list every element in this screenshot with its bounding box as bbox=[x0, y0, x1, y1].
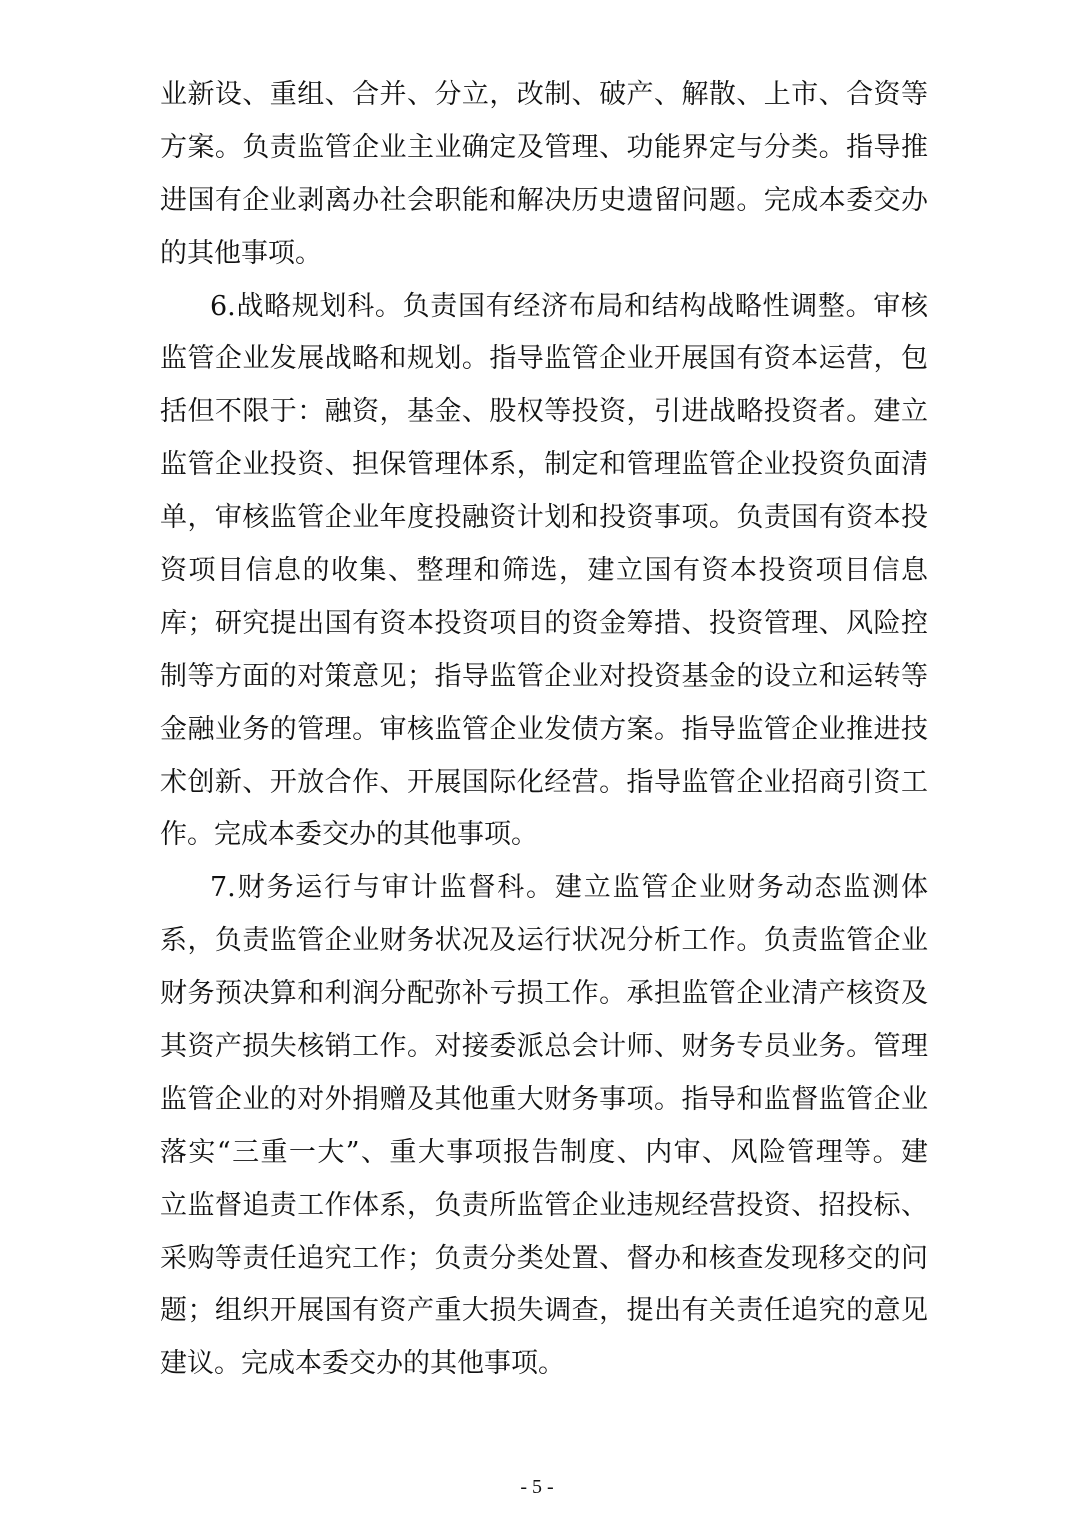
text-line: 监管企业发展战略和规划。指导监管企业开展国有资本运营，包 bbox=[160, 343, 928, 375]
text-line: 进国有企业剥离办社会职能和解决历史遗留问题。完成本委交办 bbox=[160, 184, 928, 216]
text-line: 题；组织开展国有资产重大损失调查，提出有关责任追究的意见 bbox=[160, 1295, 928, 1327]
text-line: 金融业务的管理。审核监管企业发债方案。指导监管企业推进技 bbox=[160, 713, 928, 745]
text-line: 落实“三重一大”、重大事项报告制度、内审、风险管理等。建 bbox=[160, 1136, 928, 1168]
paragraph bbox=[160, 286, 928, 868]
text-line: 制等方面的对策意见；指导监管企业对投资基金的设立和运转等 bbox=[160, 660, 928, 692]
text-line: 6.战略规划科。负责国有经济布局和结构战略性调整。审核 bbox=[210, 290, 928, 322]
text-line: 业新设、重组、合并、分立，改制、破产、解散、上市、合资等 bbox=[160, 79, 928, 110]
document-body bbox=[160, 74, 928, 1396]
text-line: 系，负责监管企业财务状况及运行状况分析工作。负责监管企业 bbox=[160, 925, 928, 957]
text-line: 7.财务运行与审计监督科。建立监管企业财务动态监测体 bbox=[210, 872, 928, 904]
text-line: 术创新、开放合作、开展国际化经营。指导监管企业招商引资工 bbox=[160, 766, 928, 798]
text-line: 建议。完成本委交办的其他事项。 bbox=[160, 1348, 565, 1380]
text-line: 监管企业的对外捐赠及其他重大财务事项。指导和监督监管企业 bbox=[160, 1083, 928, 1115]
text-line: 括但不限于：融资，基金、股权等投资，引进战略投资者。建立 bbox=[160, 396, 928, 428]
paragraph bbox=[160, 867, 928, 1396]
page-number: - 5 - bbox=[520, 1476, 554, 1498]
text-line: 方案。负责监管企业主业确定及管理、功能界定与分类。指导推 bbox=[160, 131, 928, 163]
text-line: 监管企业投资、担保管理体系，制定和管理监管企业投资负面清 bbox=[160, 449, 928, 481]
text-line: 采购等责任追究工作；负责分类处置、督办和核查发现移交的问 bbox=[160, 1242, 928, 1274]
text-line: 的其他事项。 bbox=[160, 237, 322, 269]
text-line: 库；研究提出国有资本投资项目的资金筹措、投资管理、风险控 bbox=[160, 607, 928, 639]
text-line: 作。完成本委交办的其他事项。 bbox=[160, 819, 538, 851]
text-line: 财务预决算和利润分配弥补亏损工作。承担监管企业清产核资及 bbox=[160, 978, 928, 1010]
text-line: 资项目信息的收集、整理和筛选，建立国有资本投资项目信息 bbox=[160, 555, 928, 587]
text-line: 立监督追责工作体系，负责所监管企业违规经营投资、招投标、 bbox=[160, 1189, 928, 1221]
paragraph bbox=[160, 74, 928, 286]
text-line: 其资产损失核销工作。对接委派总会计师、财务专员业务。管理 bbox=[160, 1031, 928, 1063]
text-line: 单，审核监管企业年度投融资计划和投资事项。负责国有资本投 bbox=[160, 502, 928, 534]
